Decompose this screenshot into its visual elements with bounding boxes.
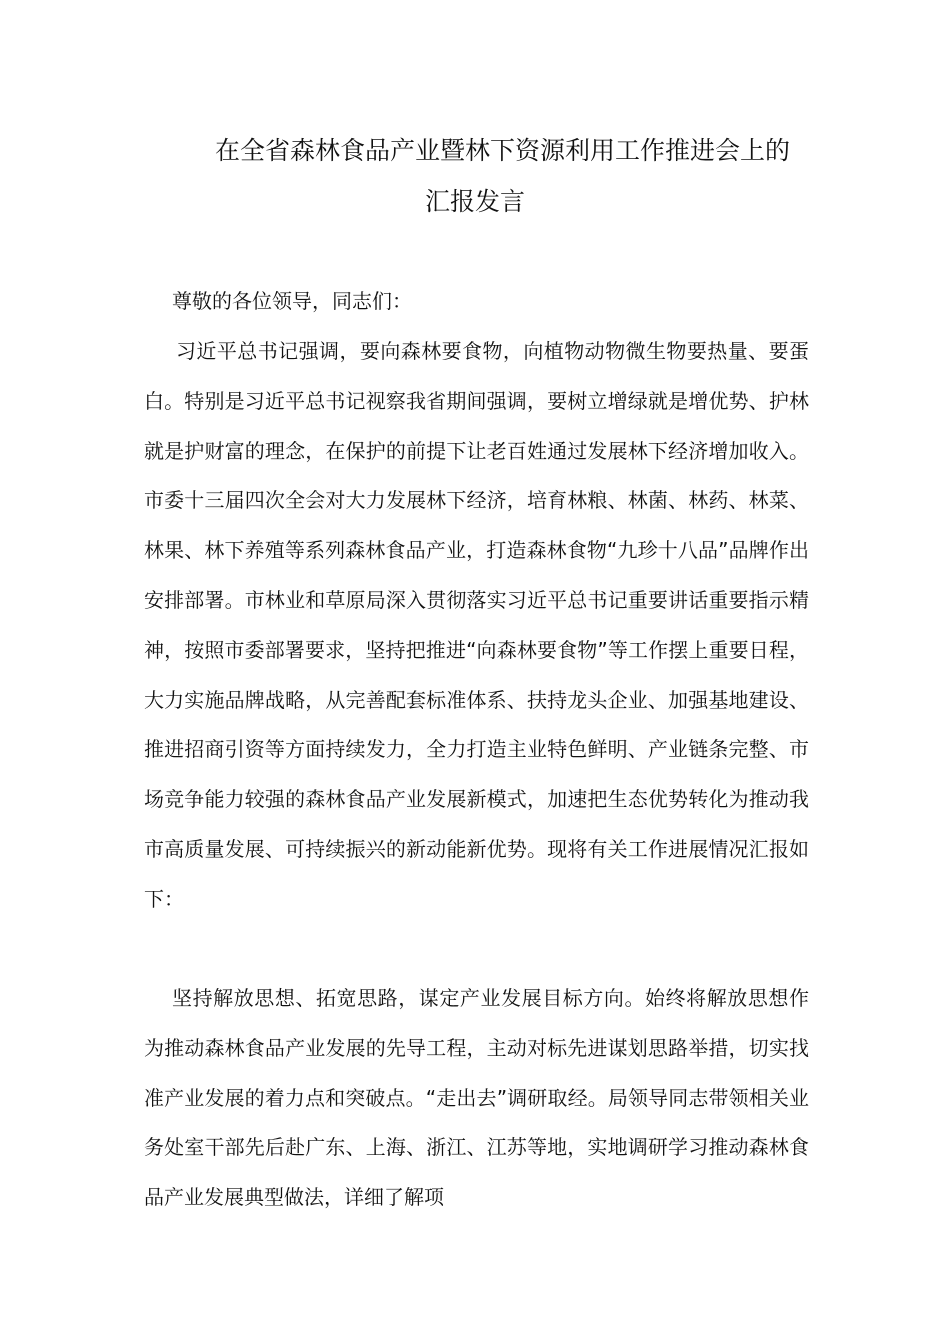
body-paragraph-2: 坚持解放思想、拓宽思路，谋定产业发展目标方向。始终将解放思想作为推动森林食品产业发展的先导工程，主动对标先进谋划思路举措，切实找准产业发展的着力点和突破点。“走出去”调研取经。局领导同志带领相关业务处室干部先后赴广东、上海、浙江、江苏等地，实地调研学习推动森林食品产业发展典型做法，详细了解项 [144, 986, 809, 1210]
body-paragraph-1: 习近平总书记强调，要向森林要食物，向植物动物微生物要热量、要蛋白。特别是习近平总书记视察我省期间强调，要树立增绿就是增优势、护林就是护财富的理念，在保护的前提下让老百姓通过发展林下经济增加收入。市委十三届四次全会对大力发展林下经济，培育林粮、林菌、林药、林菜、林果、林下养殖等系列森林食品产业，打造森林食物“九珍十八品”品牌作出安排部署。市林业和草原局深入贯彻落实习近平总书记重要讲话重要指示精神，按照市委部署要求，坚持把推进“向森林要食物”等工作摆上重要日程，大力实施品牌战略，从完善配套标准体系、扶持龙头企业、加强基地建设、推进招商引资等方面持续发力，全力打造主业特色鲜明、产业链条完整、市场竞争能力较强的森林食品产业发展新模式，加速把生态优势转化为推动我市高质量发展、可持续振兴的新动能新优势。现将有关工作进展情况汇报如下： [144, 339, 809, 911]
document-title-line-2: 汇报发言 [424, 187, 525, 216]
salutation: 尊敬的各位领导，同志们： [172, 289, 412, 313]
document-title-line-1: 在全省森林食品产业暨林下资源利用工作推进会上的 [214, 136, 790, 165]
